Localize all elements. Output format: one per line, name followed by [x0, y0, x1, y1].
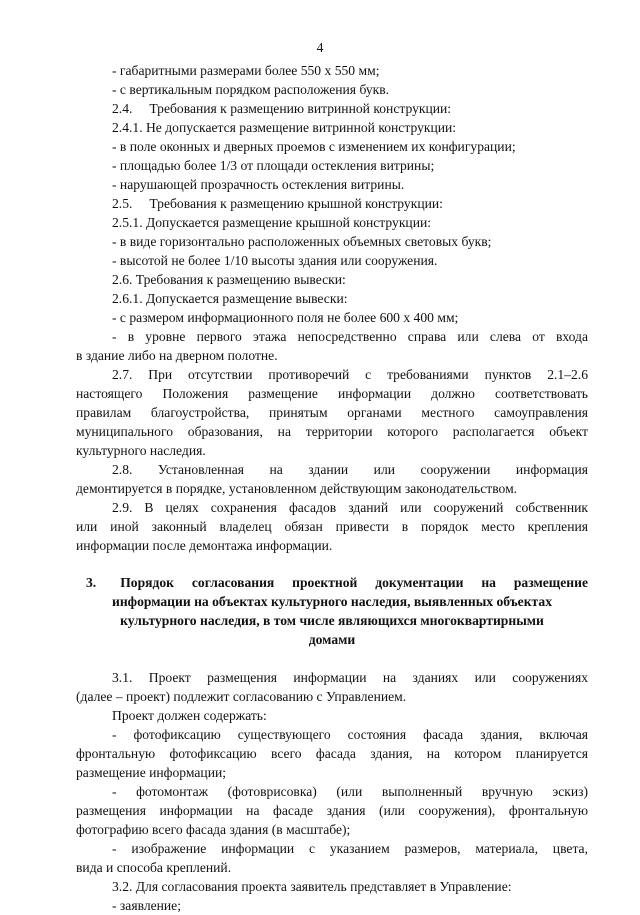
text-line: - с вертикальным порядком расположения букв.: [112, 82, 390, 97]
item-image: [76, 839, 588, 877]
paragraph-3-1: [76, 668, 588, 706]
text-line: 2.9. В целях сохранения фасадов зданий или сооружений собственник: [112, 500, 588, 515]
paragraph-2-7: [76, 365, 588, 460]
text-line: вида и способа креплений.: [76, 860, 232, 875]
section-number: 3.: [86, 575, 97, 590]
text-line: размещения информации на фасаде здания (или сооружения), фронтальную: [76, 803, 588, 818]
text-line: в здание либо на дверном полотне.: [76, 348, 278, 363]
text-line: 2.5. Требования к размещению крышной конструкции:: [112, 196, 443, 211]
page-number: 4: [316, 40, 324, 55]
text-line: размещение информации;: [76, 765, 227, 780]
text-line: - в поле оконных и дверных проемов с изменением их конфигурации;: [112, 139, 516, 154]
spacer: [76, 555, 588, 573]
heading-text: Порядок согласования проектной документации на размещение: [120, 575, 588, 590]
text-line: 2.8. Установленная на здании или сооружении информация: [112, 462, 588, 477]
heading-line: культурного наследия, в том числе являющихся многоквартирными: [120, 613, 544, 628]
text-line: 2.6. Требования к размещению вывески:: [112, 272, 346, 287]
text-line: - высотой не более 1/10 высоты здания или сооружения.: [112, 253, 438, 268]
text-line: - фотофиксацию существующего состояния фасада здания, включая: [112, 727, 588, 742]
text-line: 3.2. Для согласования проекта заявитель представляет в Управление:: [112, 879, 512, 894]
heading-line: информации на объектах культурного наследия, выявленных объектах: [112, 594, 552, 609]
paragraph-first-floor: [76, 327, 588, 365]
document-body: [76, 61, 588, 915]
text-line: - с размером информационного поля не более 600 x 400 мм;: [112, 310, 459, 325]
text-line: 2.7. При отсутствии противоречий с требованиями пунктов 2.1–2.6: [112, 367, 588, 382]
text-line: 2.4. Требования к размещению витринной конструкции:: [112, 101, 452, 116]
heading-line: [76, 573, 588, 592]
text-line: или иной законный владелец обязан привести в порядок место крепления: [76, 519, 588, 534]
item-photo-fixation: [76, 725, 588, 782]
text-line: информации после демонтажа информации.: [76, 538, 333, 553]
text-line: демонтируется в порядке, установленном действующим законодательством.: [76, 481, 518, 496]
text-line: настоящего Положения размещение информации должно соответствовать: [76, 386, 588, 401]
text-line: культурного наследия.: [76, 443, 206, 458]
text-line: - нарушающей прозрачность остекления витрины.: [112, 177, 405, 192]
text-line: 2.5.1. Допускается размещение крышной конструкции:: [112, 215, 432, 230]
text-line: правилам благоустройства, принятым органами местного самоуправления: [76, 405, 588, 420]
text-line: муниципального образования, на территории которого располагается объект: [76, 424, 588, 439]
section2-list: [76, 61, 588, 327]
text-line: - в уровне первого этажа непосредственно справа или слева от входа: [112, 329, 588, 344]
text-line: - площадью более 1/3 от площади остекления витрины;: [112, 158, 435, 173]
text-line: - в виде горизонтально расположенных объемных световых букв;: [112, 234, 492, 249]
text-line: - габаритными размерами более 550 x 550 мм;: [112, 63, 380, 78]
text-line: 3.1. Проект размещения информации на зданиях или сооружениях: [112, 670, 588, 685]
text-line: - изображение информации с указанием размеров, материала, цвета,: [112, 841, 588, 856]
text-line: 2.4.1. Не допускается размещение витринной конструкции:: [112, 120, 457, 135]
text-line: фронтальную фотофиксацию всего фасада здания, на котором планируется: [76, 746, 588, 761]
spacer: [76, 649, 588, 668]
text-line: фотографию всего фасада здания (в масштабе);: [76, 822, 351, 837]
text-line: - заявление;: [112, 898, 181, 913]
text-line: (далее – проект) подлежит согласованию с Управлением.: [76, 689, 407, 704]
paragraph-2-8: [76, 460, 588, 498]
item-photomontage: [76, 782, 588, 839]
section3-heading: [76, 573, 588, 649]
text-line: - фотомонтаж (фотоврисовка) (или выполненный вручную эскиз): [112, 784, 588, 799]
paragraph-2-9: [76, 498, 588, 555]
heading-line: домами: [308, 632, 356, 647]
text-line: 2.6.1. Допускается размещение вывески:: [112, 291, 348, 306]
text-line: Проект должен содержать:: [112, 708, 267, 723]
